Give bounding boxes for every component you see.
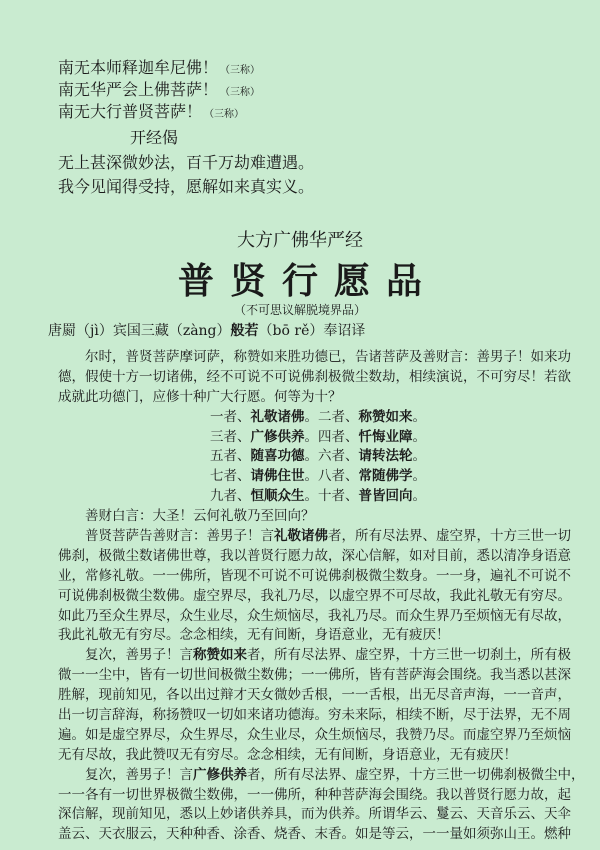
text-line: 德，假使十方一切诸佛，经不可说不可说佛刹极微尘数劫，相续演说，不可穷尽！若欲 bbox=[58, 368, 571, 385]
text-line: 出一切言辞海，称扬赞叹一切如来诸功德海。穷未来际，相续不断，尽于法界，无不周 bbox=[58, 707, 571, 724]
vow-name: 恒顺众生 bbox=[250, 488, 305, 505]
vow-name: 常随佛学 bbox=[358, 468, 413, 485]
text-line: 无有尽故，我此赞叹无有穷尽。念念相续，无有间断，身语意业，无有疲厌！ bbox=[58, 746, 517, 763]
vow-ordinal: 。八者、 bbox=[304, 468, 359, 485]
text-line: 成就此功德门，应修十种广大行愿。何等为十？ bbox=[58, 388, 342, 405]
text-line: 微一一尘中，皆有一切世间极微尘数佛；一一佛所，皆有菩萨海会围绕。我当悉以甚深 bbox=[58, 667, 571, 684]
text-line: 尔时，普贤菩萨摩诃萨，称赞如来胜功德已，告诸菩萨及善财言：善男子！如来功 bbox=[85, 349, 571, 365]
text-span: 者，所有尽法界、虚空界，十方三世一切刹土，所有极 bbox=[247, 647, 571, 664]
translator-name: 般若 bbox=[230, 323, 259, 339]
text-line bbox=[58, 527, 578, 547]
verse-line: 我今见闻得受持，愿解如来真实义。 bbox=[58, 177, 315, 196]
vow-ordinal: 三者、 bbox=[210, 428, 251, 445]
verse-title: 开经偈 bbox=[130, 128, 179, 147]
text-line bbox=[58, 766, 585, 786]
vow-name: 忏悔业障 bbox=[358, 428, 413, 445]
invocations bbox=[58, 57, 260, 123]
text-line: 深信解，现前知见，悉以上妙诸供养具，而为供养。所谓华云、鬘云、天音乐云、天伞 bbox=[58, 806, 571, 823]
invocation-line bbox=[58, 101, 260, 123]
vow-name: 礼敬诸佛 bbox=[250, 408, 305, 425]
text-line: 遍。如是虚空界尽，众生界尽，众生业尽，众生烦恼尽，我赞乃尽。而虚空界乃至烦恼 bbox=[58, 726, 571, 743]
sutra-title: 大方广佛华严经 bbox=[237, 230, 363, 251]
text-line: 我此礼敬无有穷尽。念念相续，无有间断，身语意业，无有疲厌！ bbox=[58, 627, 450, 644]
opening-verse bbox=[58, 151, 314, 199]
text-line: 如此乃至众生界尽，众生业尽，众生烦恼尽，我礼乃尽。而众生界乃至烦恼无有尽故， bbox=[58, 607, 571, 624]
vow-name: 称赞如来 bbox=[358, 408, 413, 425]
invocation-text: 南无本师释迦牟尼佛！ bbox=[58, 58, 219, 77]
vow-line bbox=[58, 408, 578, 428]
vow-line bbox=[58, 428, 578, 448]
invocation-line bbox=[58, 57, 260, 79]
text-line: 盖云、天衣服云，天种种香、涂香、烧香、末香。如是等云，一一量如须弥山王。燃种 bbox=[58, 826, 571, 843]
vow-punct: 。 bbox=[412, 408, 426, 425]
invocation-note: （三称） bbox=[204, 109, 245, 120]
translator-credit bbox=[48, 321, 365, 341]
vow-line bbox=[58, 447, 578, 467]
vow-punct: 。 bbox=[412, 488, 426, 505]
vow-ordinal: 一者、 bbox=[210, 408, 251, 425]
vow-name: 广修供养 bbox=[193, 766, 247, 783]
vow-ordinal: 。二者、 bbox=[304, 408, 359, 425]
text-line bbox=[58, 646, 578, 666]
vow-ordinal: 五者、 bbox=[210, 448, 251, 465]
text-span: 者，所有尽法界、虚空界，十方三世一切佛刹极微尘中， bbox=[247, 766, 585, 783]
text-line: 业，常修礼敬。一一佛所，皆现不可说不可说佛刹极微尘数身。一一身，遍礼不可说不 bbox=[58, 567, 571, 584]
text-span: 复次，善男子！言 bbox=[85, 647, 193, 664]
vow-name: 广修供养 bbox=[250, 428, 305, 445]
translator-origin: 唐罽（jì）宾国三藏（zàng） bbox=[48, 323, 231, 339]
vow-ordinal: 。十者、 bbox=[304, 488, 359, 505]
vow-ordinal: 。六者、 bbox=[304, 448, 359, 465]
vow-ordinal: 七者、 bbox=[210, 468, 251, 485]
sutra-body bbox=[58, 348, 585, 845]
invocation-line bbox=[58, 79, 260, 101]
vow-line bbox=[58, 467, 578, 487]
text-line: 胜解，现前知见，各以出过辩才天女微妙舌根，一一舌根，出无尽音声海，一一音声， bbox=[58, 687, 571, 704]
invocation-text: 南无大行普贤菩萨！ bbox=[58, 102, 203, 121]
vow-name: 请转法轮 bbox=[358, 448, 413, 465]
vow-ordinal: 九者、 bbox=[210, 488, 251, 505]
vow-name: 礼敬诸佛 bbox=[274, 528, 328, 545]
chapter-subtitle: （不可思议解脱境界品） bbox=[233, 303, 366, 317]
vow-name: 普皆回向 bbox=[358, 488, 413, 505]
translator-role: （bō rě）奉诏译 bbox=[258, 323, 366, 339]
text-line: 善财白言：大圣！云何礼敬乃至回向？ bbox=[85, 508, 315, 525]
vow-name: 请佛住世 bbox=[250, 468, 305, 485]
invocation-text: 南无华严会上佛菩萨！ bbox=[58, 80, 219, 99]
text-span: 复次，善男子！言 bbox=[85, 766, 193, 783]
vow-punct: 。 bbox=[412, 428, 426, 445]
text-span: 普贤菩萨告善财言：善男子！言 bbox=[85, 528, 274, 545]
chapter-title: 普贤行愿品 bbox=[177, 260, 438, 302]
invocation-note: （三称） bbox=[220, 65, 261, 76]
vow-name: 随喜功德 bbox=[250, 448, 305, 465]
text-line: 一一各有一切世界极微尘数佛，一一佛所，种种菩萨海会围绕。我以普贤行愿力故，起 bbox=[58, 786, 571, 803]
vow-ordinal: 。四者、 bbox=[304, 428, 359, 445]
vow-name: 称赞如来 bbox=[193, 647, 247, 664]
vow-punct: 。 bbox=[412, 448, 426, 465]
invocation-note: （三称） bbox=[220, 87, 261, 98]
verse-line: 无上甚深微妙法，百千万劫难遭遇。 bbox=[58, 153, 315, 172]
vow-punct: 。 bbox=[412, 468, 426, 485]
text-span: 者，所有尽法界、虚空界，十方三世一切 bbox=[328, 528, 571, 545]
vow-line bbox=[58, 487, 578, 507]
text-line: 可说佛刹极微尘数佛。虚空界尽，我礼乃尽，以虚空界不可尽故，我此礼敬无有穷尽。 bbox=[58, 587, 571, 604]
text-line: 佛刹，极微尘数诸佛世尊，我以普贤行愿力故，深心信解，如对目前，悉以清净身语意 bbox=[58, 547, 571, 564]
